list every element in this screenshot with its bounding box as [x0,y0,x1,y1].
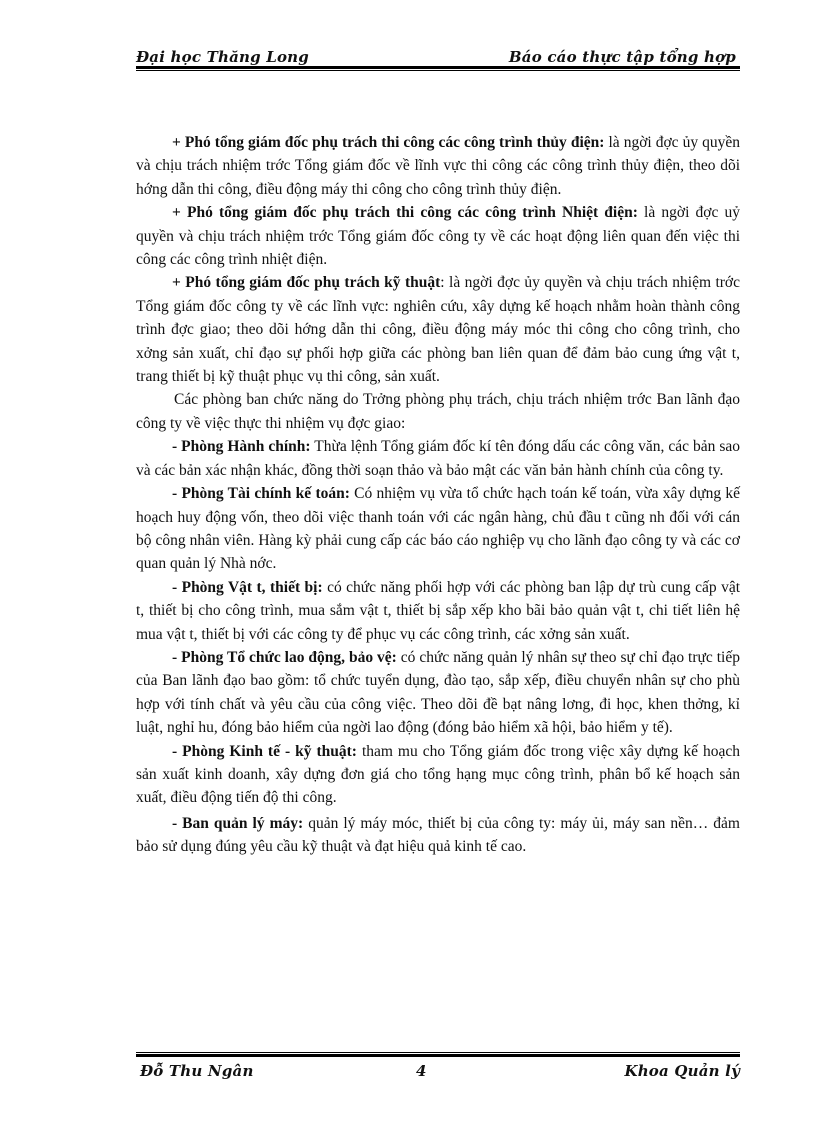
header-rule-thin [136,70,740,71]
paragraph-heading: - Ban quản lý máy: [172,814,304,832]
paragraph-heading: + Phó tổng giám đốc phụ trách kỹ thuật [172,274,441,292]
paragraph-text: tham mu cho Tổng giám đốc trong việc xây dựng kế hoạch sản xuất kinh doanh, xây dựng đơn giá cho tổng hạng mục công trình, phân bổ kế hoạch sản xuất, điều động tiến độ thi công. [136,742,740,807]
header-report-title: Báo cáo thực tập tổng hợp [508,48,736,66]
header-university: Đại học Thăng Long [136,48,309,66]
paragraph-text: có chức năng quản lý nhân sự theo sự chỉ đạo trực tiếp của Ban lãnh đạo bao gồm: tổ chức tuyển dụng, đào tạo, sắp xếp, điều chuyển nhân sự cho phù hợp với tính chất và yêu cầu của công việc. Theo dõi đề bạt nâng lơng, đi học, khen thởng, kỉ luật, nghỉ hu, đóng bảo hiểm của ngời lao động (đóng bảo hiểm xã hội, bảo hiểm y tế). [136,648,740,737]
header-rule-thick [136,66,740,69]
paragraph-text: là ngời đợc ủy quyền và chịu trách nhiệm trớc Tổng giám đốc về lĩnh vực thi công các công trình thủy điện, theo dõi hớng dẫn thi công, điều động máy thi công cho công trình thủy điện. [136,134,740,198]
paragraph-text: có chức năng phối hợp với các phòng ban lập dự trù cung cấp vật t, thiết bị cho công trình, mua sắm vật t, thiết bị sắp xếp kho bãi bảo quản vật t, chi tiết liên hệ mua vật t, thiết bị với các công ty để phục vụ các công trình, các xởng sản xuất. [136,578,741,643]
footer-author: Đỗ Thu Ngân [140,1062,254,1080]
paragraph-heading: - Phòng Tổ chức lao động, bảo vệ: [172,648,397,666]
paragraph-machinery-board [136,812,740,859]
paragraph-heading: - Phòng Vật t, thiết bị: [172,578,323,596]
paragraph-heading: + Phó tổng giám đốc phụ trách thi công các công trình thủy điện: [172,134,605,151]
footer-rule [136,1052,740,1057]
paragraph-materials-dept [136,576,740,646]
page-footer [136,1060,740,1084]
document-body [136,131,740,859]
paragraph-text: là ngời đợc uỷ quyền và chịu trách nhiệm trớc Tổng giám đốc công ty về các hoạt động liên quan đến việc thi công các công trình nhiệt điện. [136,204,741,269]
paragraph-text: Các phòng ban chức năng do Trởng phòng phụ trách, chịu trách nhiệm trớc Ban lãnh đạo công ty về việc thực thi nhiệm vụ đợc giao: [136,391,740,432]
paragraph-technical-deputy [136,271,740,388]
paragraph-thermal-deputy [136,201,740,271]
paragraph-hydro-deputy [136,131,740,201]
page-number: 4 [416,1062,427,1080]
paragraph-economic-dept [136,740,740,810]
paragraph-admin-dept [136,435,740,482]
paragraph-heading: + Phó tổng giám đốc phụ trách thi công các công trình Nhiệt điện: [172,204,638,222]
paragraph-text: : là ngời đợc ủy quyền và chịu trách nhiệm trớc Tổng giám đốc công ty về các lĩnh vực: nghiên cứu, xây dựng kế hoạch nhằm hoàn thành công trình đợc giao; theo dõi hớng dẫn thi công, điều động máy móc thi công cho công trình, cho xởng sản xuất, chỉ đạo sự phối hợp giữa các phòng ban liên quan để đảm bảo cung ứng vật t, trang thiết bị kỹ thuật phục vụ thi công, sản xuất. [136,274,740,386]
paragraph-text: quản lý máy móc, thiết bị của công ty: máy ủi, máy san nền… đảm bảo sử dụng đúng yêu cầu kỹ thuật và đạt hiệu quả kinh tế cao. [136,814,740,856]
footer-rule-thin [136,1052,740,1053]
paragraph-finance-dept [136,482,740,576]
paragraph-heading: - Phòng Kinh tế - kỹ thuật: [172,742,357,760]
page-header [136,44,740,66]
paragraph-text: Có nhiệm vụ vừa tổ chức hạch toán kế toán, vừa xây dựng kế hoạch huy động vốn, theo dõi việc thanh toán với các ngân hàng, chủ đầu t cũng nh đối với cán bộ công nhân viên. Hàng kỳ phải cung cấp các báo cáo nghiệp vụ cho lãnh đạo công ty và các cơ quan quản lý Nhà nớc. [136,485,740,573]
footer-rule-thick [136,1054,740,1057]
footer-faculty: Khoa Quản lý [624,1062,740,1080]
paragraph-heading: - Phòng Tài chính kế toán: [172,485,350,503]
paragraph-hr-dept [136,646,740,740]
header-rule [136,66,740,71]
paragraph-text: Thừa lệnh Tổng giám đốc kí tên đóng dấu các công văn, các bản sao và các bản xác nhận khác, đồng thời soạn thảo và bảo mật các văn bản hành chính của công ty. [136,438,740,479]
paragraph-heading: - Phòng Hành chính: [172,438,311,456]
paragraph-departments-intro [136,388,740,435]
